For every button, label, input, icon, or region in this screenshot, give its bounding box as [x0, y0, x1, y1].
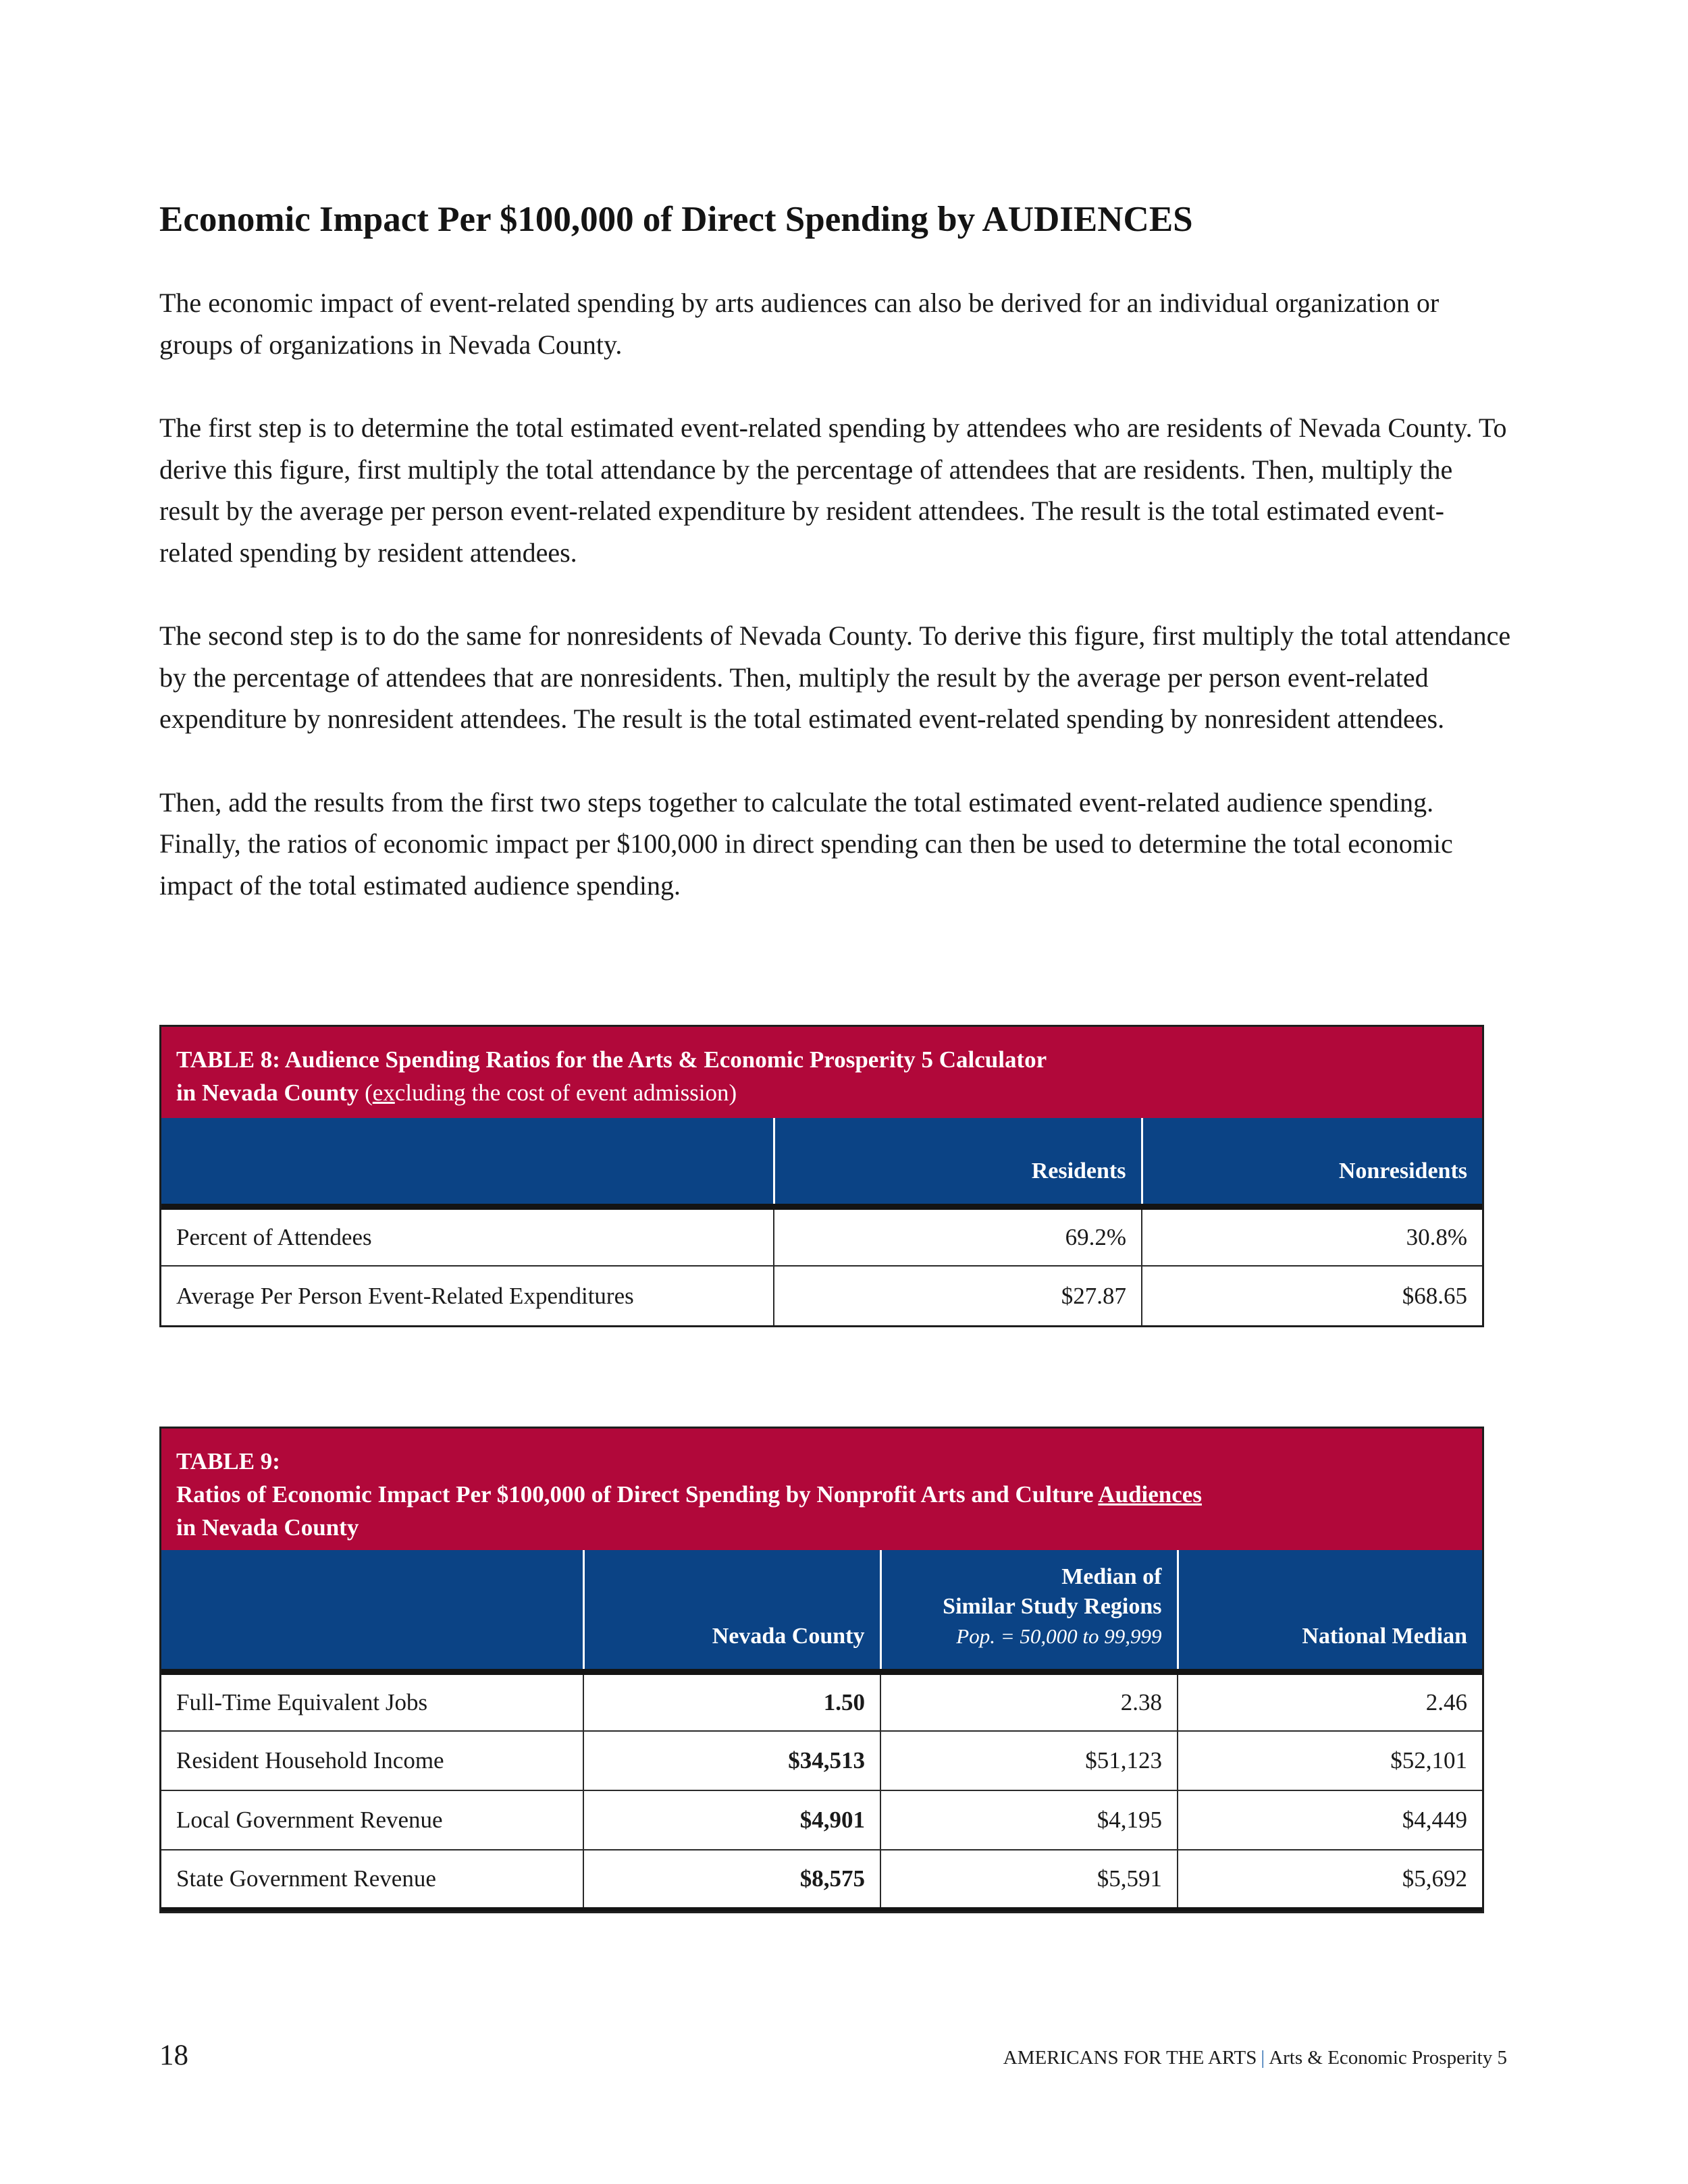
- table-8-title-note: cluding the cost of event admission): [394, 1080, 737, 1106]
- table-cell: $51,123: [880, 1731, 1178, 1790]
- table-9-title-line1: TABLE 9:: [176, 1448, 280, 1474]
- footer-separator: |: [1261, 2047, 1265, 2069]
- table-9-title-audiences: Audiences: [1098, 1481, 1202, 1508]
- table-header-row: [161, 1550, 1482, 1672]
- table-row: [161, 1206, 1482, 1266]
- table-row: [161, 1266, 1482, 1325]
- table-cell: 1.50: [583, 1672, 880, 1731]
- table-row: [161, 1731, 1482, 1790]
- row-label: Resident Household Income: [161, 1731, 583, 1790]
- paragraph: The economic impact of event-related spending by arts audiences can also be derived for an individual organization or groups of organizations in Nevada County.: [159, 288, 1440, 360]
- page-number: 18: [159, 2040, 188, 2071]
- header-line: Similar Study Regions: [943, 1593, 1162, 1619]
- footer-org: AMERICANS FOR THE ARTS: [1003, 2047, 1257, 2069]
- table-cell: $4,195: [880, 1790, 1178, 1850]
- row-label: Percent of Attendees: [161, 1206, 774, 1266]
- table-9-title: [161, 1429, 1482, 1550]
- table-9-title-line3: in Nevada County: [176, 1514, 359, 1541]
- paragraph: The second step is to do the same for nonresidents of Nevada County. To derive this figure, first multiply the total attendance by the percentage of attendees that are nonresidents. Then, multiply the result by the average per person event-related expenditure by nonresident attendees. The result is the total estimated event-related spending by nonresident attendees.: [159, 620, 1511, 734]
- table-cell: $4,449: [1178, 1790, 1482, 1850]
- footer-report: Arts & Economic Prosperity 5: [1269, 2047, 1507, 2069]
- table-8-title: [161, 1027, 1482, 1118]
- table-cell: $52,101: [1178, 1731, 1482, 1790]
- table-8: [159, 1025, 1484, 1327]
- row-label: Local Government Revenue: [161, 1790, 583, 1850]
- running-footer: [1003, 2047, 1507, 2069]
- header-line: Median of: [1061, 1564, 1162, 1589]
- paragraph: The first step is to determine the total estimated event-related spending by attendees who are residents of Nevada County. To derive this figure, first multiply the total attendance by the percentage of attendees that are residents. Then, multiply the result by the average per person event-related expenditure by resident attendees. The result is the total estimated event-related spending by resident attendees.: [159, 412, 1507, 568]
- row-label: State Government Revenue: [161, 1850, 583, 1909]
- table-8-title-line1: TABLE 8: Audience Spending Ratios for the Arts & Economic Prosperity 5 Calculator: [176, 1046, 1047, 1073]
- table-cell: $27.87: [774, 1266, 1142, 1325]
- table-cell: $34,513: [583, 1731, 880, 1790]
- paragraph: Then, add the results from the first two steps together to calculate the total estimated event-related audience spending. Finally, the ratios of economic impact per $100,000 in direct spending can then be used to determine the total economic impact of the total estimated audience spending.: [159, 787, 1453, 901]
- table-9: [159, 1427, 1484, 1913]
- table-9-title-line2: [176, 1478, 1467, 1511]
- table-cell: $5,692: [1178, 1850, 1482, 1909]
- table-9-grid: [161, 1550, 1482, 1911]
- table-header-cell: [161, 1118, 774, 1206]
- table-header-cell: Nonresidents: [1142, 1118, 1482, 1206]
- table-header-cell: Residents: [774, 1118, 1142, 1206]
- table-8-grid: [161, 1118, 1482, 1325]
- table-9-title-text: Ratios of Economic Impact Per $100,000 of Direct Spending by Nonprofit Arts and Culture: [176, 1481, 1099, 1508]
- table-cell: $8,575: [583, 1850, 880, 1909]
- table-header-row: [161, 1118, 1482, 1206]
- table-cell: $4,901: [583, 1790, 880, 1850]
- page-title: Economic Impact Per $100,000 of Direct Spending by AUDIENCES: [159, 200, 1193, 239]
- table-header-cell: Nevada County: [583, 1550, 880, 1672]
- row-label: Average Per Person Event-Related Expenditures: [176, 1282, 634, 1309]
- table-cell: $68.65: [1142, 1266, 1482, 1325]
- table-header-cell: National Median: [1178, 1550, 1482, 1672]
- table-row: [161, 1790, 1482, 1850]
- body-text: [159, 282, 1516, 948]
- table-header-cell: [880, 1550, 1178, 1672]
- table-cell: 69.2%: [774, 1206, 1142, 1266]
- table-8-title-ex: ex: [372, 1080, 395, 1106]
- table-cell: 2.46: [1178, 1672, 1482, 1731]
- table-cell: $5,591: [880, 1850, 1178, 1909]
- header-subtitle: Pop. = 50,000 to 99,999: [956, 1624, 1162, 1648]
- table-cell: 30.8%: [1142, 1206, 1482, 1266]
- table-8-title-line2: [176, 1076, 1467, 1109]
- table-8-title-paren: (: [359, 1080, 373, 1106]
- table-cell: 2.38: [880, 1672, 1178, 1731]
- table-8-title-region: in Nevada County: [176, 1080, 359, 1106]
- table-row: [161, 1672, 1482, 1731]
- table-row: [161, 1850, 1482, 1909]
- row-label: Full-Time Equivalent Jobs: [161, 1672, 583, 1731]
- table-header-cell: [161, 1550, 583, 1672]
